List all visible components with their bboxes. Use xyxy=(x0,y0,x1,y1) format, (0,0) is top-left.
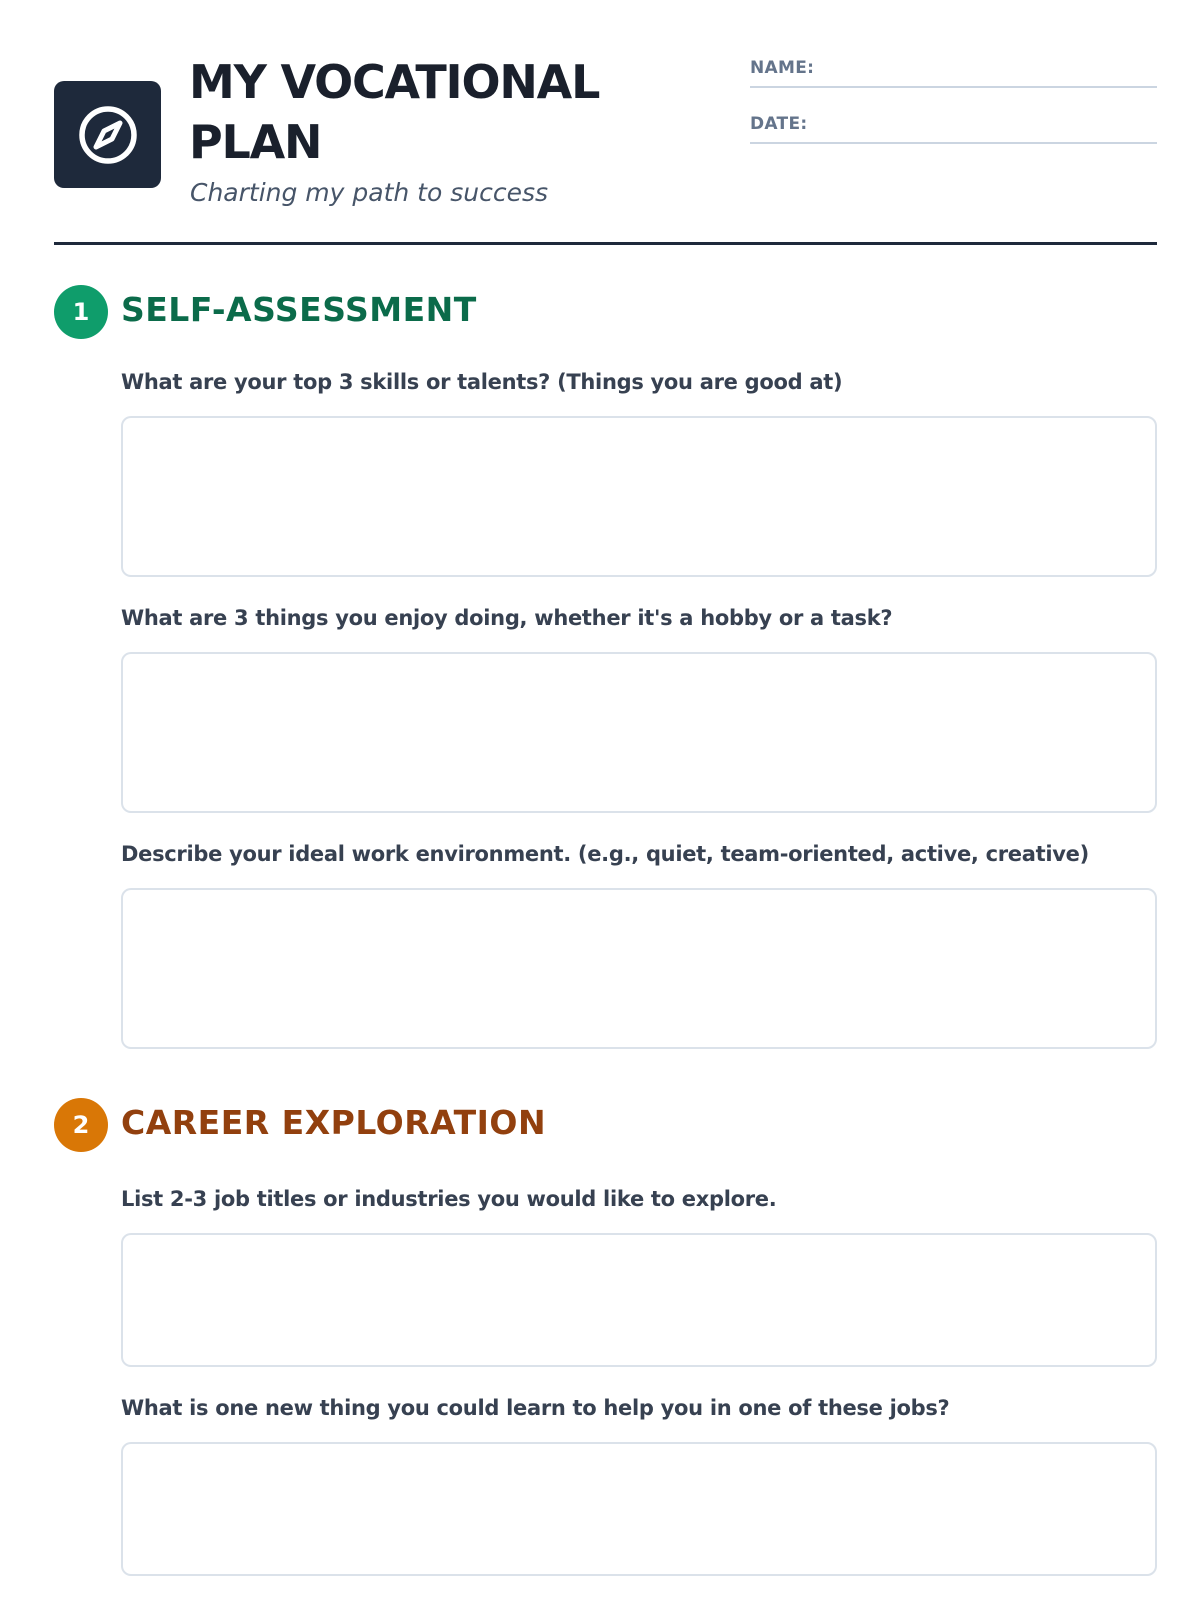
question-label: Describe your ideal work environment. (e.g., quiet, team-oriented, active, creative) xyxy=(121,842,1089,866)
section-number-badge: 2 xyxy=(54,1098,108,1152)
answer-box[interactable] xyxy=(121,1233,1157,1367)
answer-box[interactable] xyxy=(121,1442,1157,1576)
name-field[interactable] xyxy=(750,54,1157,88)
question-label: List 2-3 job titles or industries you would like to explore. xyxy=(121,1187,777,1211)
question-label: What are your top 3 skills or talents? (Things you are good at) xyxy=(121,370,843,394)
section-number-badge: 1 xyxy=(54,285,108,339)
compass-icon xyxy=(76,103,140,167)
date-label: DATE: xyxy=(750,114,808,134)
name-label: NAME: xyxy=(750,58,815,78)
header-divider xyxy=(54,242,1157,245)
page-subtitle: Charting my path to success xyxy=(190,178,549,207)
answer-box[interactable] xyxy=(121,888,1157,1049)
question-label: What is one new thing you could learn to help you in one of these jobs? xyxy=(121,1396,950,1420)
section-title: SELF-ASSESSMENT xyxy=(121,290,477,329)
question-label: What are 3 things you enjoy doing, whether it's a hobby or a task? xyxy=(121,606,893,630)
date-field[interactable] xyxy=(750,110,1157,144)
section-title: CAREER EXPLORATION xyxy=(121,1103,547,1142)
logo-badge xyxy=(54,81,161,188)
page-title: MY VOCATIONAL PLAN xyxy=(189,55,600,169)
answer-box[interactable] xyxy=(121,416,1157,577)
answer-box[interactable] xyxy=(121,652,1157,813)
